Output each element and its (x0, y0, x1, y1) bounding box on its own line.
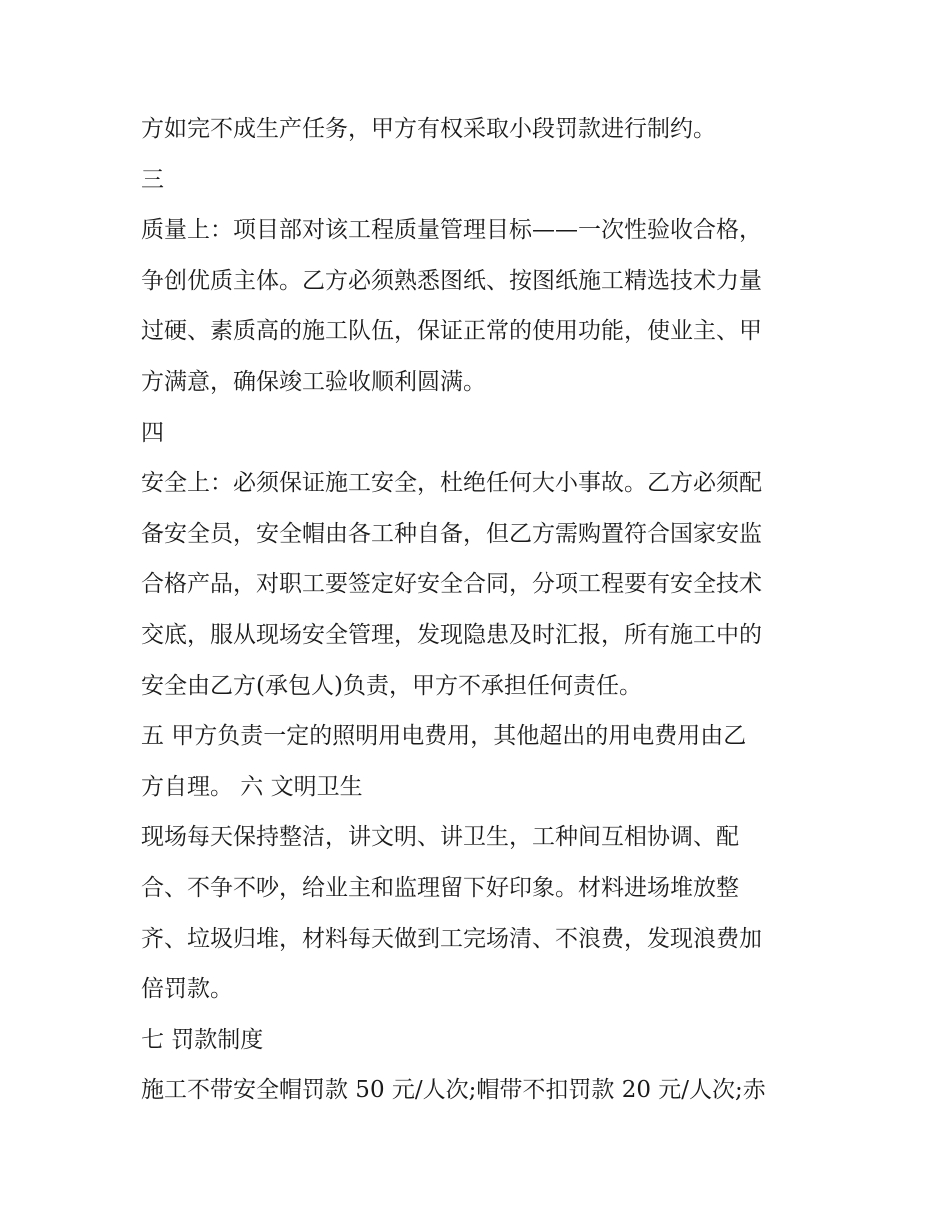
text-line: 合、不争不吵，给业主和监理留下好印象。材料进场堆放整 (141, 874, 739, 901)
text-line: 方自理。 六 文明卫生 (141, 773, 363, 800)
text-line: 安全上：必须保证施工安全，杜绝任何大小事故。乙方必须配 (141, 470, 762, 497)
text-line: 安全由乙方(承包人)负责，甲方不承担任何责任。 (141, 672, 642, 699)
text-line: 现场每天保持整洁，讲文明、讲卫生，工种间互相协调、配 (141, 824, 739, 851)
section-number: 四 (141, 419, 164, 446)
text-line: 齐、垃圾归堆，材料每天做到工完场清、不浪费，发现浪费加 (141, 925, 762, 952)
text-line: 争创优质主体。乙方必须熟悉图纸、按图纸施工精选技术力量 (141, 267, 762, 294)
text-line: 合格产品，对职工要签定好安全合同，分项工程要有安全技术 (141, 571, 762, 598)
text-line: 五 甲方负责一定的照明用电费用，其他超出的用电费用由乙 (141, 723, 747, 750)
text-line: 交底，服从现场安全管理，发现隐患及时汇报，所有施工中的 (141, 621, 762, 648)
text-line: 方如完不成生产任务，甲方有权采取小段罚款进行制约。 (141, 116, 716, 142)
text-line: 倍罚款。 (141, 976, 233, 1003)
document-body (141, 104, 816, 1116)
section-number: 三 (141, 166, 164, 193)
text-line: 方满意，确保竣工验收顺利圆满。 (141, 368, 486, 395)
text-line: 过硬、素质高的施工队伍，保证正常的使用功能，使业主、甲 (141, 318, 762, 345)
text-line: 备安全员，安全帽由各工种自备，但乙方需购置符合国家安监 (141, 520, 762, 547)
text-line: 质量上：项目部对该工程质量管理目标——一次性验收合格， (141, 217, 762, 244)
text-line: 施工不带安全帽罚款 50 元/人次;帽带不扣罚款 20 元/人次;赤 (141, 1077, 766, 1104)
section-heading: 七 罚款制度 (141, 1026, 264, 1053)
